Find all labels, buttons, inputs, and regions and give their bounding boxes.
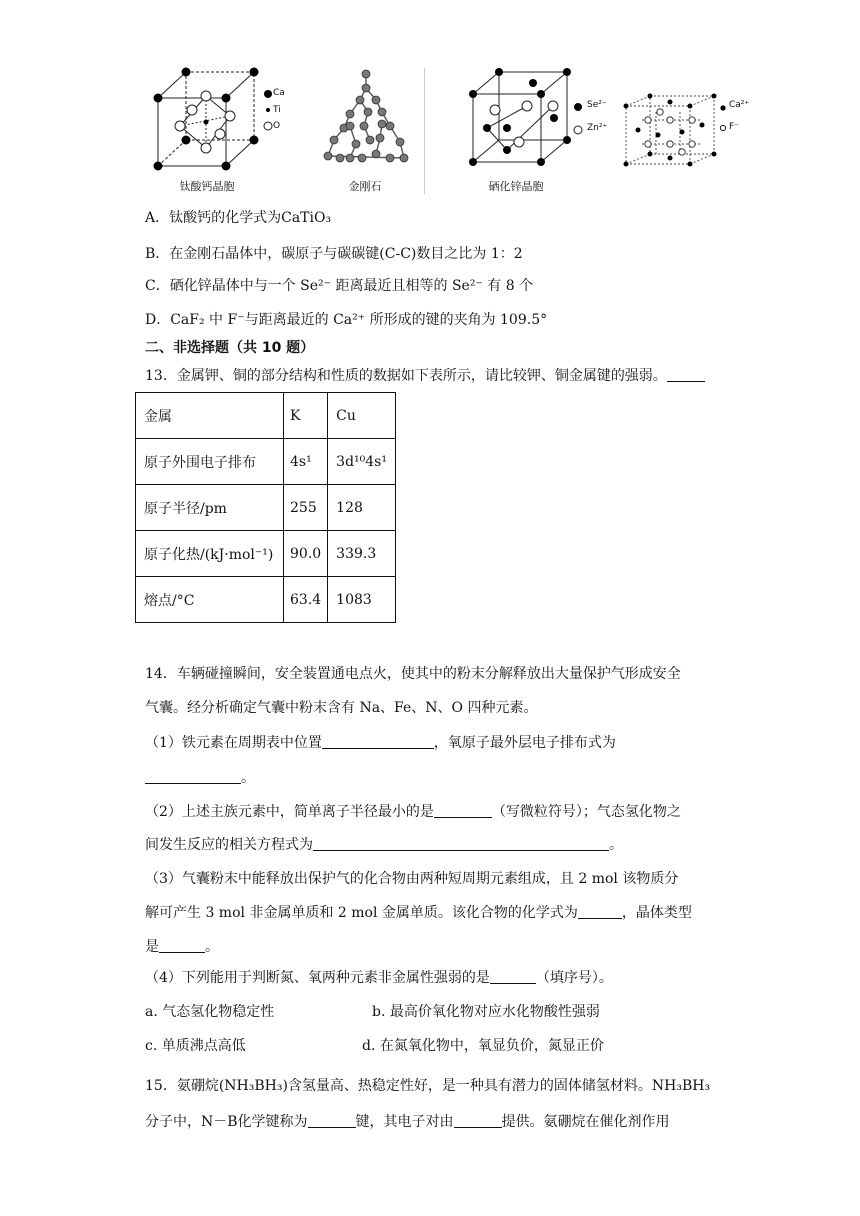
table-row xyxy=(136,485,396,531)
table-header-cell: 金属 xyxy=(136,393,284,439)
table-cell: 63.4 xyxy=(284,577,328,623)
q15-blank-bond[interactable] xyxy=(308,1113,356,1128)
q15-blank-donor[interactable] xyxy=(454,1113,502,1128)
q14-part3-line3 xyxy=(145,937,219,957)
znse-caption: 硒化锌晶胞 xyxy=(488,180,544,193)
table-cell: 原子化热/(kJ·mol⁻¹) xyxy=(136,531,284,577)
q14-part2 xyxy=(145,802,681,822)
q15-text-4: 键，其电子对由 xyxy=(355,1114,454,1130)
legend-se: Se²⁻ xyxy=(587,100,607,110)
q14-option-d: d. 在氮氧化物中，氧显负价，氮显正价 xyxy=(362,1038,604,1054)
q14-option-a: a. 气态氢化物稳定性 xyxy=(145,1004,275,1020)
table-cell: 4s¹ xyxy=(284,439,328,485)
table-cell: 255 xyxy=(284,485,328,531)
table-cell: 熔点/°C xyxy=(136,577,284,623)
legend-ca: Ca xyxy=(273,88,285,98)
q15-text-2: 含氢量高、热稳定性好，是一种具有潜力的固体储氢材料。NH₃BH₃ xyxy=(287,1078,711,1094)
legend-ca2: Ca²⁺ xyxy=(729,100,750,110)
q14-part3-end: 。 xyxy=(205,939,219,955)
diamond-caption: 金刚石 xyxy=(348,180,382,193)
q14-part2-text: （2）上述主族元素中，简单离子半径最小的是 xyxy=(145,804,434,820)
metal-property-table xyxy=(135,392,396,623)
table-cell: 128 xyxy=(328,485,396,531)
q14-option-b: b. 最高价氧化物对应水化物酸性强弱 xyxy=(372,1004,600,1020)
q14-part3-text: 解可产生 3 mol 非金属单质和 2 mol 金属单质。该化合物的化学式为 xyxy=(145,905,578,921)
q14-part2-blank-equation[interactable] xyxy=(313,836,609,851)
q14-part3-line1: （3）气囊粉末中能释放出保护气的化合物由两种短周期元素组成，且 2 mol 该物质分 xyxy=(145,871,679,887)
table-cell: 339.3 xyxy=(328,531,396,577)
q13-answer-blank[interactable] xyxy=(667,367,705,382)
q13-text xyxy=(145,366,705,386)
q13-question: 13．金属钾、铜的部分结构和性质的数据如下表所示，请比较钾、铜金属键的强弱。 xyxy=(145,368,667,384)
q15-formula: (NH₃BH₃) xyxy=(218,1078,288,1094)
legend-o: O xyxy=(273,121,281,131)
q14-part3-blank-crystal[interactable] xyxy=(159,938,205,953)
q15-text: 15．氨硼烷 xyxy=(145,1078,219,1094)
table-row xyxy=(136,439,396,485)
q15-line2 xyxy=(145,1112,670,1132)
q15-line1 xyxy=(145,1076,710,1096)
q14-part1-cont xyxy=(145,768,255,788)
table-row xyxy=(136,577,396,623)
table-row xyxy=(136,393,396,439)
q14-part1-blank-position[interactable] xyxy=(322,734,434,749)
option-b: B．在金刚石晶体中，碳原子与碳碳键(C-C)数目之比为 1：2 xyxy=(145,246,523,262)
znse-cell-diagram xyxy=(467,66,571,172)
table-header-cell: K xyxy=(284,393,328,439)
q14-part3-line2 xyxy=(145,903,692,923)
q14-part2-end: 。 xyxy=(609,837,623,853)
q14-option-c: c. 单质沸点高低 xyxy=(145,1038,246,1054)
legend-ti: Ti xyxy=(273,105,281,115)
q14-part1 xyxy=(145,733,616,753)
q14-part2-text-2: （写微粒符号）；气态氢化物之 xyxy=(491,804,681,820)
q14-part4-blank[interactable] xyxy=(490,969,536,984)
table-cell: 1083 xyxy=(328,577,396,623)
figure-divider xyxy=(424,68,425,194)
crystal-figures xyxy=(145,66,785,198)
table-cell: 原子外围电子排布 xyxy=(136,439,284,485)
option-d: D．CaF₂ 中 F⁻与距离最近的 Ca²⁺ 所形成的键的夹角为 109.5° xyxy=(145,312,548,328)
legend-zn: Zn²⁺ xyxy=(587,123,608,133)
q14-part1-blank-config[interactable] xyxy=(145,769,241,784)
q14-intro-2: 气囊。经分析确定气囊中粉末含有 Na、Fe、N、O 四种元素。 xyxy=(145,700,538,716)
table-cell: 3d¹⁰4s¹ xyxy=(328,439,396,485)
znse-legend-markers xyxy=(573,102,583,136)
q14-part4 xyxy=(145,968,613,988)
q14-part2-cont xyxy=(145,835,623,855)
diamond-structure-diagram xyxy=(320,66,410,176)
option-c: C．硒化锌晶体中与一个 Se²⁻ 距离最近且相等的 Se²⁻ 有 8 个 xyxy=(145,278,534,294)
table-row xyxy=(136,531,396,577)
section-title: 二、非选择题（共 10 题） xyxy=(145,340,315,356)
caf2-legend-markers xyxy=(719,104,727,134)
q15-text-3: 分子中，N－B化学键称为 xyxy=(145,1114,308,1130)
table-cell: 原子半径/pm xyxy=(136,485,284,531)
legend-f: F⁻ xyxy=(729,122,739,132)
q15-text-5: 提供。氨硼烷在催化剂作用 xyxy=(501,1114,670,1130)
caf2-cell-diagram xyxy=(620,92,720,170)
table-header-cell: Cu xyxy=(328,393,396,439)
q14-part1-text-2: ，氧原子最外层电子排布式为 xyxy=(433,735,616,751)
q14-part4-text: （4）下列能用于判断氮、氧两种元素非金属性强弱的是 xyxy=(145,970,490,986)
q14-part3-text-3: 是 xyxy=(145,939,159,955)
q14-intro-1: 14．车辆碰撞瞬间，安全装置通电点火，使其中的粉末分解释放出大量保护气形成安全 xyxy=(145,666,681,682)
table-cell: 90.0 xyxy=(284,531,328,577)
q14-part3-blank-formula[interactable] xyxy=(578,904,622,919)
q14-part3-text-2: ，晶体类型 xyxy=(621,905,692,921)
option-a: A．钛酸钙的化学式为CaTiO₃ xyxy=(145,210,332,226)
q14-part1-end: 。 xyxy=(241,770,255,786)
q14-part1-text: （1）铁元素在周期表中位置 xyxy=(145,735,322,751)
q14-part2-blank-ion[interactable] xyxy=(434,803,492,818)
q14-part2-text-3: 间发生反应的相关方程式为 xyxy=(145,837,313,853)
q14-part4-text-2: （填序号）。 xyxy=(535,970,613,986)
perovskite-caption: 钛酸钙晶胞 xyxy=(179,180,235,193)
